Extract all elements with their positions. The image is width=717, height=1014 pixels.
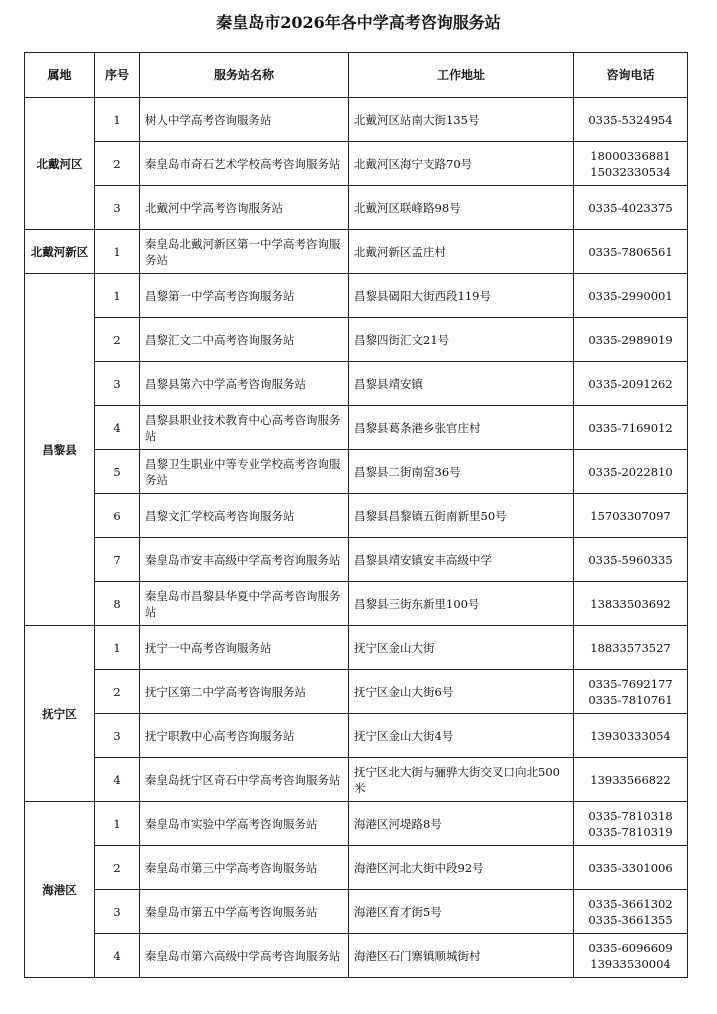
phone-number: 0335-7806561	[588, 244, 673, 259]
station-name-cell: 抚宁一中高考咨询服务站	[140, 626, 349, 670]
phone-cell	[574, 802, 688, 846]
table-row	[25, 494, 688, 538]
phone-cell	[574, 450, 688, 494]
phone-number: 0335-3301006	[588, 860, 673, 875]
index-cell: 6	[95, 494, 140, 538]
station-name-cell: 秦皇岛市实验中学高考咨询服务站	[140, 802, 349, 846]
phone-number: 0335-7810318	[588, 808, 673, 823]
phone-number: 0335-7692177	[588, 676, 673, 691]
phone-cell	[574, 582, 688, 626]
address-cell: 昌黎县二街南窑36号	[349, 450, 574, 494]
phone-cell	[574, 538, 688, 582]
table-row	[25, 186, 688, 230]
address-cell: 昌黎县昌黎镇五街南新里50号	[349, 494, 574, 538]
header-name: 服务站名称	[140, 53, 349, 98]
station-name-cell: 秦皇岛市安丰高级中学高考咨询服务站	[140, 538, 349, 582]
table-row	[25, 98, 688, 142]
header-address: 工作地址	[349, 53, 574, 98]
table-row	[25, 582, 688, 626]
address-cell: 昌黎县碣阳大街西段119号	[349, 274, 574, 318]
phone-cell	[574, 318, 688, 362]
phone-cell	[574, 890, 688, 934]
table-row	[25, 450, 688, 494]
phone-number: 18833573527	[590, 640, 671, 655]
index-cell: 3	[95, 362, 140, 406]
index-cell: 1	[95, 626, 140, 670]
station-name-cell: 秦皇岛市第三中学高考咨询服务站	[140, 846, 349, 890]
index-cell: 2	[95, 142, 140, 186]
station-name-cell: 秦皇岛市奇石艺术学校高考咨询服务站	[140, 142, 349, 186]
phone-cell	[574, 274, 688, 318]
address-cell: 北戴河区海宁支路70号	[349, 142, 574, 186]
phone-cell	[574, 846, 688, 890]
phone-number: 0335-2091262	[588, 376, 673, 391]
table-row	[25, 318, 688, 362]
station-name-cell: 昌黎卫生职业中等专业学校高考咨询服务站	[140, 450, 349, 494]
index-cell: 4	[95, 934, 140, 978]
table-body	[25, 98, 688, 978]
phone-cell	[574, 142, 688, 186]
phone-cell	[574, 934, 688, 978]
index-cell: 3	[95, 890, 140, 934]
table-row	[25, 934, 688, 978]
table-row	[25, 406, 688, 450]
station-name-cell: 秦皇岛北戴河新区第一中学高考咨询服务站	[140, 230, 349, 274]
phone-cell	[574, 670, 688, 714]
phone-cell	[574, 714, 688, 758]
station-name-cell: 秦皇岛抚宁区奇石中学高考咨询服务站	[140, 758, 349, 802]
index-cell: 8	[95, 582, 140, 626]
station-name-cell: 昌黎汇文二中高考咨询服务站	[140, 318, 349, 362]
index-cell: 3	[95, 186, 140, 230]
index-cell: 2	[95, 318, 140, 362]
region-cell: 北戴河新区	[25, 230, 95, 274]
address-cell: 海港区石门寨镇顺城街村	[349, 934, 574, 978]
station-name-cell: 树人中学高考咨询服务站	[140, 98, 349, 142]
address-cell: 昌黎县三街东新里100号	[349, 582, 574, 626]
table-row	[25, 670, 688, 714]
address-cell: 抚宁区金山大街	[349, 626, 574, 670]
phone-number: 0335-2990001	[588, 288, 673, 303]
phone-number: 0335-2022810	[588, 464, 673, 479]
index-cell: 1	[95, 802, 140, 846]
phone-cell	[574, 626, 688, 670]
index-cell: 1	[95, 230, 140, 274]
region-cell: 海港区	[25, 802, 95, 978]
table-row	[25, 142, 688, 186]
phone-number: 13933530004	[590, 956, 671, 971]
phone-number: 13933566822	[590, 772, 671, 787]
table-header-row	[25, 53, 688, 98]
table-row	[25, 362, 688, 406]
station-name-cell: 昌黎县第六中学高考咨询服务站	[140, 362, 349, 406]
phone-cell	[574, 186, 688, 230]
address-cell: 昌黎县靖安镇	[349, 362, 574, 406]
phone-number: 0335-5324954	[588, 112, 673, 127]
index-cell: 2	[95, 670, 140, 714]
station-name-cell: 秦皇岛市第五中学高考咨询服务站	[140, 890, 349, 934]
phone-cell	[574, 98, 688, 142]
phone-number: 0335-7810761	[588, 692, 673, 707]
phone-cell	[574, 362, 688, 406]
header-index: 序号	[95, 53, 140, 98]
phone-cell	[574, 494, 688, 538]
phone-number: 15032330534	[590, 164, 671, 179]
phone-cell	[574, 758, 688, 802]
index-cell: 4	[95, 406, 140, 450]
address-cell: 海港区育才街5号	[349, 890, 574, 934]
address-cell: 昌黎县葛条港乡张官庄村	[349, 406, 574, 450]
phone-number: 18000336881	[590, 148, 671, 163]
table-row	[25, 758, 688, 802]
page-title: 秦皇岛市2026年各中学高考咨询服务站	[216, 13, 501, 32]
station-name-cell: 北戴河中学高考咨询服务站	[140, 186, 349, 230]
table-row	[25, 714, 688, 758]
index-cell: 5	[95, 450, 140, 494]
header-region: 属地	[25, 53, 95, 98]
address-cell: 昌黎四街汇文21号	[349, 318, 574, 362]
table-row	[25, 890, 688, 934]
index-cell: 4	[95, 758, 140, 802]
region-cell: 北戴河区	[25, 98, 95, 230]
address-cell: 抚宁区北大街与骊骅大街交叉口向北500米	[349, 758, 574, 802]
stations-table	[24, 52, 688, 978]
address-cell: 北戴河新区孟庄村	[349, 230, 574, 274]
phone-number: 0335-6096609	[588, 940, 673, 955]
table-row	[25, 538, 688, 582]
phone-number: 15703307097	[590, 508, 671, 523]
phone-number: 0335-3661302	[588, 896, 673, 911]
station-name-cell: 昌黎文汇学校高考咨询服务站	[140, 494, 349, 538]
phone-number: 0335-7169012	[588, 420, 673, 435]
station-name-cell: 秦皇岛市第六高级中学高考咨询服务站	[140, 934, 349, 978]
table-row	[25, 802, 688, 846]
region-cell: 昌黎县	[25, 274, 95, 626]
table-row	[25, 846, 688, 890]
address-cell: 抚宁区金山大街6号	[349, 670, 574, 714]
address-cell: 海港区河北大街中段92号	[349, 846, 574, 890]
station-name-cell: 秦皇岛市昌黎县华夏中学高考咨询服务站	[140, 582, 349, 626]
index-cell: 1	[95, 274, 140, 318]
station-name-cell: 昌黎县职业技术教育中心高考咨询服务站	[140, 406, 349, 450]
address-cell: 昌黎县靖安镇安丰高级中学	[349, 538, 574, 582]
header-phone: 咨询电话	[574, 53, 688, 98]
address-cell: 北戴河区站南大街135号	[349, 98, 574, 142]
index-cell: 7	[95, 538, 140, 582]
station-name-cell: 抚宁职教中心高考咨询服务站	[140, 714, 349, 758]
index-cell: 1	[95, 98, 140, 142]
station-name-cell: 抚宁区第二中学高考咨询服务站	[140, 670, 349, 714]
table-row	[25, 230, 688, 274]
address-cell: 海港区河堤路8号	[349, 802, 574, 846]
address-cell: 抚宁区金山大街4号	[349, 714, 574, 758]
region-cell: 抚宁区	[25, 626, 95, 802]
phone-number: 0335-7810319	[588, 824, 673, 839]
index-cell: 3	[95, 714, 140, 758]
index-cell: 2	[95, 846, 140, 890]
phone-cell	[574, 406, 688, 450]
address-cell: 北戴河区联峰路98号	[349, 186, 574, 230]
station-name-cell: 昌黎第一中学高考咨询服务站	[140, 274, 349, 318]
phone-number: 0335-5960335	[588, 552, 673, 567]
phone-number: 0335-4023375	[588, 200, 673, 215]
table-row	[25, 626, 688, 670]
phone-number: 0335-2989019	[588, 332, 673, 347]
phone-cell	[574, 230, 688, 274]
phone-number: 13833503692	[590, 596, 671, 611]
phone-number: 0335-3661355	[588, 912, 673, 927]
phone-number: 13930333054	[590, 728, 671, 743]
table-row	[25, 274, 688, 318]
